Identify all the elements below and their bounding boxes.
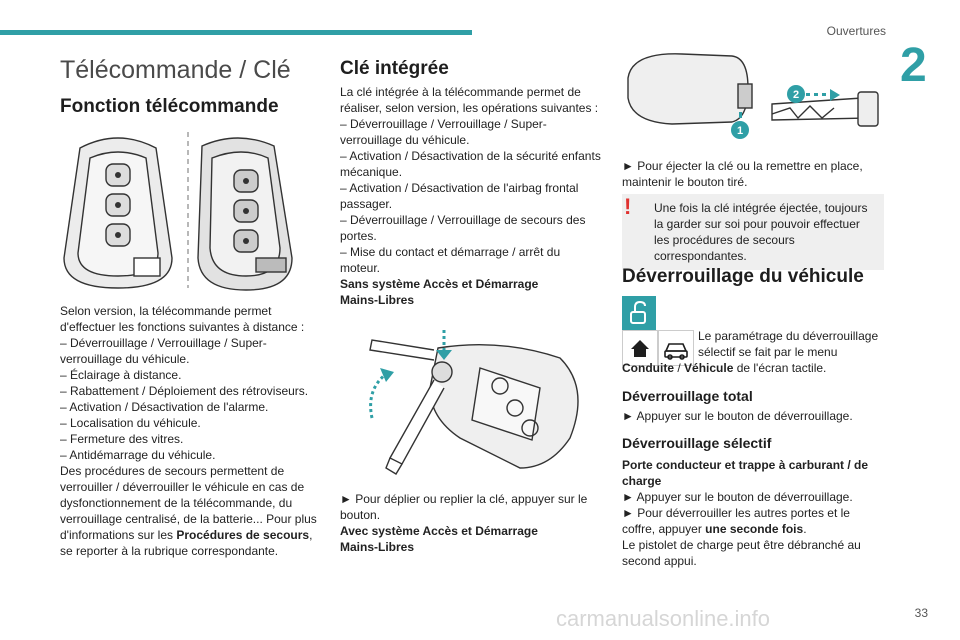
total-unlock-text: ► Appuyer sur le bouton de déverrouillage. <box>622 409 853 423</box>
remote-intro: Selon version, la télécommande permet d'effectuer les fonctions suivantes à distance : <box>60 304 305 334</box>
list-item: – Activation / Désactivation de l'alarme. <box>60 400 269 414</box>
unlock-vehicle-title: Déverrouillage du véhicule <box>622 266 864 287</box>
selective-unlock-subtitle: Porte conducteur et trappe à carburant / de charge <box>622 458 869 488</box>
list-item: – Activation / Désactivation de la sécurité enfants mécanique. <box>340 149 601 179</box>
remote-function-list <box>60 335 322 463</box>
list-item: – Activation / Désactivation de l'airbag frontal passager. <box>340 181 579 211</box>
callout-1: 1 <box>736 125 744 137</box>
list-item: – Localisation du véhicule. <box>60 416 201 430</box>
selective-unlock-title: Déverrouillage sélectif <box>622 435 772 451</box>
without-hands-free-label: Sans système Accès et Démarrage Mains-Libres <box>340 277 539 307</box>
warning-text: Une fois la clé intégrée éjectée, toujours la garder sur soi pour pouvoir effectuer les procédures de secours correspondantes. <box>654 201 868 263</box>
flip-key-illustration <box>350 328 600 488</box>
list-item: – Déverrouillage / Verrouillage de secours des portes. <box>340 213 586 243</box>
watermark: carmanualsonline.info <box>556 606 771 631</box>
integrated-key-intro: La clé intégrée à la télécommande permet de réaliser, selon version, les opérations suivantes : <box>340 85 599 115</box>
selective-step-1: ► Appuyer sur le bouton de déverrouillage. <box>622 490 853 504</box>
settings-menu-path: Conduite / Véhicule de l'écran tactile. <box>622 361 827 375</box>
page-title: Télécommande / Clé <box>60 56 291 84</box>
total-unlock-title: Déverrouillage total <box>622 388 753 404</box>
integrated-key-title: Clé intégrée <box>340 58 449 79</box>
page-number: 33 <box>914 606 928 620</box>
callout-2: 2 <box>792 89 800 101</box>
warning-icon: ! <box>624 194 632 219</box>
menu-conduite: Conduite <box>622 361 674 375</box>
integrated-key-list <box>340 116 602 276</box>
selective-step-2: ► Pour déverrouiller les autres portes et le coffre, appuyer une seconde fois. <box>622 506 850 536</box>
key-eject-illustration <box>622 48 884 152</box>
list-item: – Déverrouillage / Verrouillage / Super-verrouillage du véhicule. <box>340 117 547 147</box>
menu-vehicule: Véhicule <box>684 361 734 375</box>
settings-text: Le paramétrage du déverrouillage sélectif se fait par le menu <box>698 329 879 359</box>
eject-instruction: ► Pour éjecter la clé ou la remettre en place, maintenir le bouton tiré. <box>622 159 863 189</box>
emergency-procedures-ref: Procédures de secours <box>176 528 310 542</box>
remote-outro <box>60 463 322 559</box>
list-item: – Rabattement / Déploiement des rétroviseurs. <box>60 384 309 398</box>
chapter-number: 2 <box>900 39 927 92</box>
section-remote-title: Fonction télécommande <box>60 96 279 117</box>
unlock-icon <box>622 296 656 330</box>
fold-instruction: ► Pour déplier ou replier la clé, appuyer sur le bouton. <box>340 492 588 522</box>
outro-text-end: , se reporter à la rubrique correspondante. <box>60 528 313 558</box>
list-item: – Antidémarrage du véhicule. <box>60 448 216 462</box>
remote-key-illustration <box>60 128 300 293</box>
charge-note: Le pistolet de charge peut être débranché au second appui. <box>622 538 861 568</box>
outro-text: Des procédures de secours permettent de verrouiller / déverrouiller le véhicule en cas de dysfonctionnement de la télécommande, du verrouillage centralisé, de la batterie... Pour plus d'informations sur les <box>60 464 317 542</box>
list-item: – Éclairage à distance. <box>60 368 182 382</box>
list-item: – Déverrouillage / Verrouillage / Super-verrouillage du véhicule. <box>60 336 267 366</box>
section-title: Ouvertures <box>826 24 886 38</box>
warning-box <box>622 194 884 270</box>
second-press-emphasis: une seconde fois <box>705 522 804 536</box>
header-accent-bar <box>0 30 472 35</box>
list-item: – Mise du contact et démarrage / arrêt du moteur. <box>340 245 561 275</box>
with-hands-free-label: Avec système Accès et Démarrage Mains-Libres <box>340 524 538 554</box>
list-item: – Fermeture des vitres. <box>60 432 184 446</box>
